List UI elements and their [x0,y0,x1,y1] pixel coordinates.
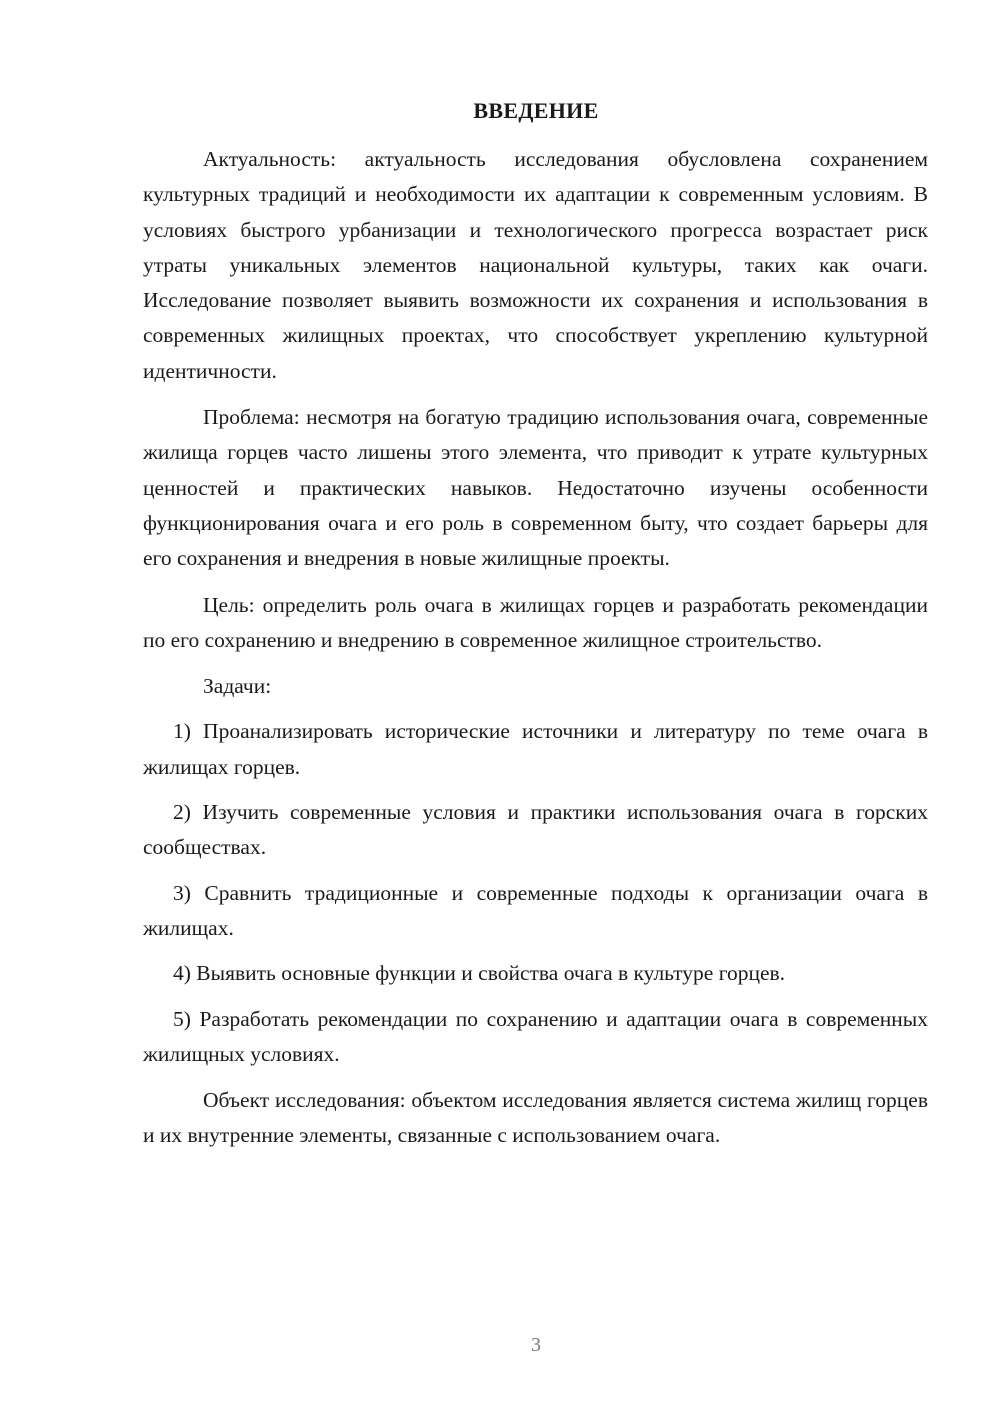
paragraph-problem: Проблема: несмотря на богатую традицию использования очага, современные жилища горцев часто лишены этого элемента, что приводит к утрате культурных ценностей и практических навыков. Недостаточно изучены особенности функционирования очага и его роль в современном быту, что создает барьеры для его сохранения и внедрения в новые жилищные проекты. [143,405,928,571]
paragraph-object: Объект исследования: объектом исследования является система жилищ горцев и их внутренние элементы, связанные с использованием очага. [143,1088,928,1148]
task-item-1: 1) Проанализировать исторические источники и литературу по теме очага в жилищах горцев. [143,719,928,779]
paragraph-relevance: Актуальность: актуальность исследования обусловлена сохранением культурных традиций и необходимости их адаптации к современным условиям. В условиях быстрого урбанизации и технологического прогресса возрастает риск утраты уникальных элементов национальной культуры, таких как очаги. Исследование позволяет выявить возможности их сохранения и использования в современных жилищных проектах, что способствует укреплению культурной идентичности. [143,147,928,383]
tasks-heading: Задачи: [203,674,272,699]
task-item-3: 3) Сравнить традиционные и современные подходы к организации очага в жилищах. [143,880,928,940]
paragraph-goal: Цель: определить роль очага в жилищах горцев и разработать рекомендации по его сохранению и внедрению в современное жилищное строительство. [143,592,928,652]
task-item-5: 5) Разработать рекомендации по сохранению и адаптации очага в современных жилищных условиях. [143,1006,928,1066]
task-item-2: 2) Изучить современные условия и практики использования очага в горских сообществах. [143,800,928,860]
document-body [143,142,928,1154]
task-item-4: 4) Выявить основные функции и свойства очага в культуре горцев. [173,961,786,986]
page-number: 3 [531,1334,541,1356]
page-title: ВВЕДЕНИЕ [473,98,599,123]
